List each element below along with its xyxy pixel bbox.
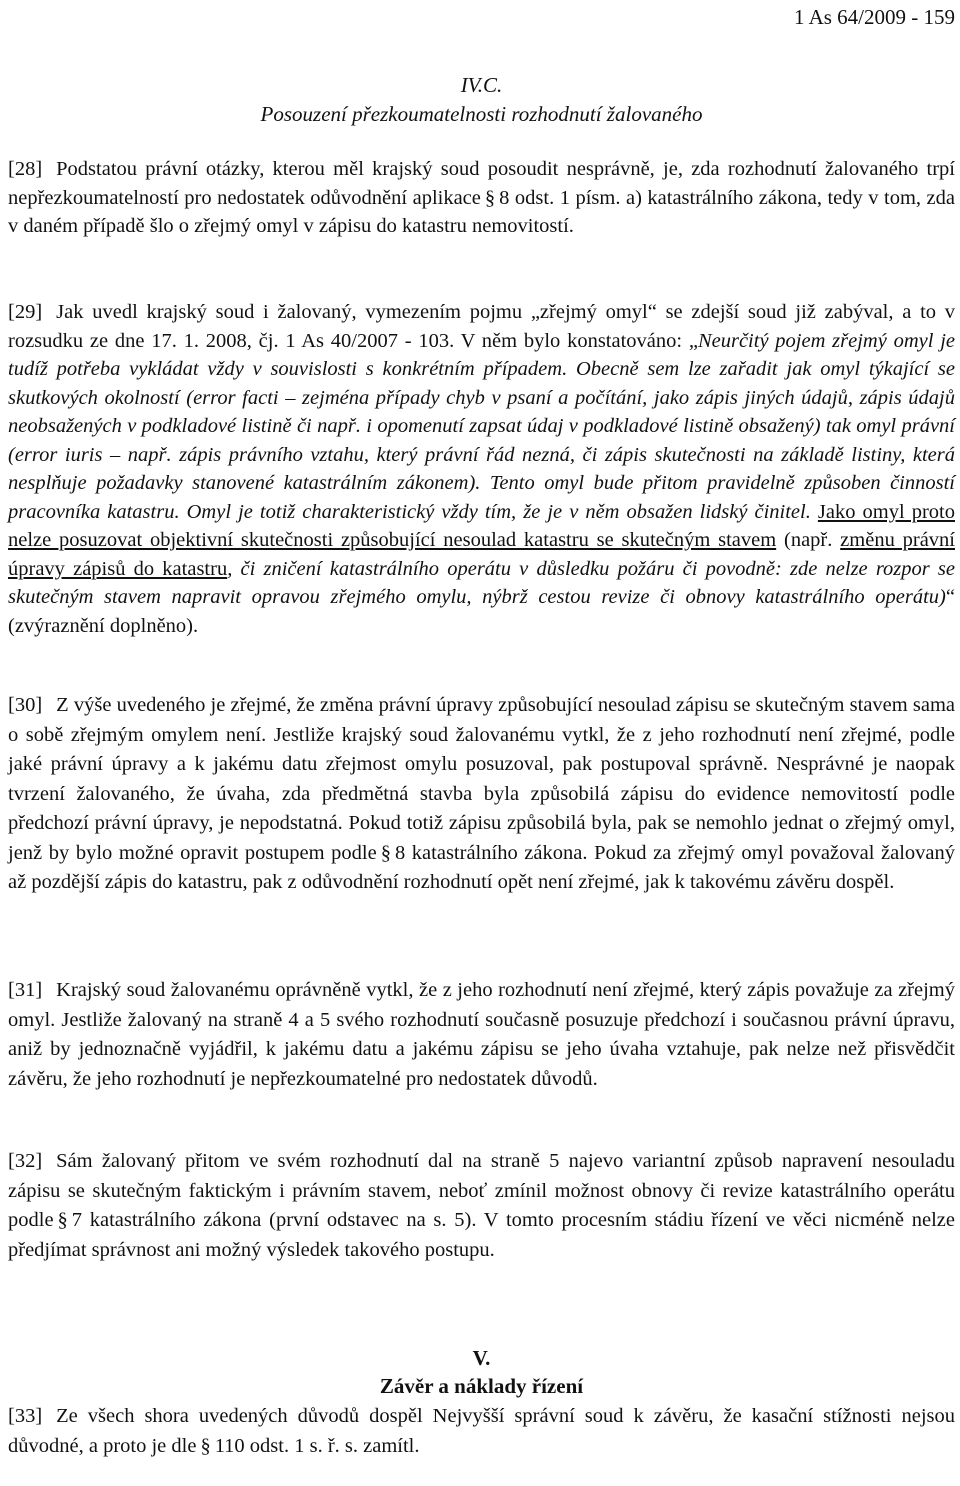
quoted-text: , či zničení katastrálního operátu v důsledku požáru či povodně: zde nelze rozpor se skutečným stavem napravit opravou zřejmého omylu, nýbrž cestou revize či obnovy katastrálního operátu): [8, 557, 955, 608]
paragraph-text: Ze všech shora uvedených důvodů dospěl Nejvyšší správní soud k závěru, že kasační stížnosti nejsou důvodné, a proto je dle: [8, 1405, 955, 1457]
paragraph-number: [28]: [8, 158, 43, 180]
paragraph-30: [8, 691, 955, 898]
quoted-text: Neurčitý pojem zřejmý omyl je tudíž potřeba vykládat vždy v souvislosti s konkrétním případem. Obecně sem lze zařadit jak omyl týkající se skutkových okolností (error facti – zejména případy chyb v psaní a počítání, jako zápis jiných údajů, zápis údajů neobsažených v podkladové listině či např. i opomenutí zapsat údaj v podkladové listině obsažený) tak omyl právní (error iuris – např. zápis právního vztahu, který právní řád nezná, či zápis skutečnosti na základě listiny, která nesplňuje požadavky stanovené katastrálním zákonem). Tento omyl bude přitom pravidelně způsoben činností pracovníka katastru. Omyl je totiž charakteristický vždy tím, že je v něm obsažen lidský činitel.: [8, 329, 955, 523]
paragraph-number: [30]: [8, 694, 43, 716]
paragraph-text: Z výše uvedeného je zřejmé, že změna právní úpravy způsobující nesoulad zápisu se skutečným stavem sama o sobě zřejmým omylem není. Jestliže krajský soud žalovanému vytkl, že z jeho rozhodnutí není zřejmé, podle jaké právní úpravy a k jakému datu zřejmost omylu posuzoval, pak postupoval správně. Nesprávné je naopak tvrzení žalovaného, že úvaha, zda předmětná stavba byla způsobilá zápisu do evidence nemovitostí podle předchozí právní úpravy, je nepodstatná. Pokud totiž zápisu způsobilá byla, pak se nemohlo jednat o zřejmý omyl, jenž by bylo možné opravit postupem podle: [8, 694, 955, 864]
paragraph-33: [8, 1402, 955, 1461]
section-title-iv-c: Posouzení přezkoumatelnosti rozhodnutí žalovaného: [260, 102, 703, 126]
paragraph-text: 7 katastrálního zákona (první odstavec na s. 5). V tomto procesním stádiu řízení ve věci nicméně nelze předjímat správnost ani možný výsledek takového postupu.: [8, 1209, 955, 1261]
paragraph-number: [29]: [8, 301, 43, 323]
paragraph-text: Krajský soud žalovanému oprávněně vytkl, že z jeho rozhodnutí není zřejmé, který zápis považuje za zřejmý omyl. Jestliže žalovaný na straně 4 a 5 svého rozhodnutí současně posuzuje předchozí i současnou právní úpravu, aniž by jednoznačně vyjádřil, k jakému datu a jakému zápisu se jeho úvaha vztahuje, pak nelze než přisvědčit závěru, že jeho rozhodnutí je nepřezkoumatelné pro nedostatek důvodů.: [8, 979, 955, 1090]
case-reference-header: 1 As 64/2009 - 159: [793, 5, 955, 29]
document-page: [8, 0, 955, 1486]
paragraph-number: [33]: [8, 1405, 43, 1427]
paragraph-text: 110 odst. 1 s. ř. s. zamítl.: [214, 1434, 420, 1457]
section-symbol: §: [57, 1209, 68, 1231]
underlined-text: změnu právní úpravy zápisů do katastru: [8, 529, 955, 580]
paragraph-number: [32]: [8, 1150, 43, 1172]
paragraph-31: [8, 976, 955, 1094]
paragraph-32: [8, 1147, 955, 1265]
paragraph-text: Sám žalovaný přitom ve svém rozhodnutí dal na straně 5 najevo variantní způsob napravení nesouladu zápisu se skutečným faktickým i právním stavem, neboť zmínil možnost obnovy či revize katastrálního operátu podle: [8, 1150, 955, 1231]
chapter-title-v: Závěr a náklady řízení: [379, 1374, 584, 1398]
paragraph-text: “ (zvýraznění doplněno).: [8, 586, 955, 637]
chapter-number-v: V.: [472, 1346, 491, 1370]
paragraph-text: Podstatou právní otázky, kterou měl krajský soud posoudit nesprávně, je, zda rozhodnutí žalovaného trpí nepřezkoumatelností pro nedostatek odůvodnění aplikace: [8, 158, 955, 209]
paragraph-text: 8 katastrálního zákona. Pokud za zřejmý omyl považoval žalovaný až pozdější zápis do katastru, pak z odůvodnění rozhodnutí opět není zřejmé, jak k takovému závěru dospěl.: [8, 841, 955, 893]
paragraph-29: [8, 298, 955, 640]
section-symbol: §: [200, 1434, 211, 1457]
section-number-iv-c: IV.C.: [460, 73, 503, 97]
underlined-text: Jako omyl proto nelze posuzovat objektivní skutečnosti způsobující nesoulad katastru se skutečným stavem: [8, 500, 955, 551]
paragraph-text: (např.: [776, 529, 841, 551]
section-symbol: §: [484, 186, 496, 209]
paragraph-number: [31]: [8, 979, 43, 1001]
section-symbol: §: [380, 841, 391, 864]
paragraph-text: 8 odst. 1 písm. a) katastrálního zákona, tedy v tom, zda v daném případě šlo o zřejmý omyl v zápisu do katastru nemovitostí.: [8, 186, 955, 237]
paragraph-28: [8, 155, 955, 241]
paragraph-text: Jak uvedl krajský soud i žalovaný, vymezením pojmu „zřejmý omyl“ se zdejší soud již zabýval, a to v rozsudku ze dne 17. 1. 2008, čj. 1 As 40/2007 - 103. V něm bylo konstatováno: „: [8, 301, 955, 352]
